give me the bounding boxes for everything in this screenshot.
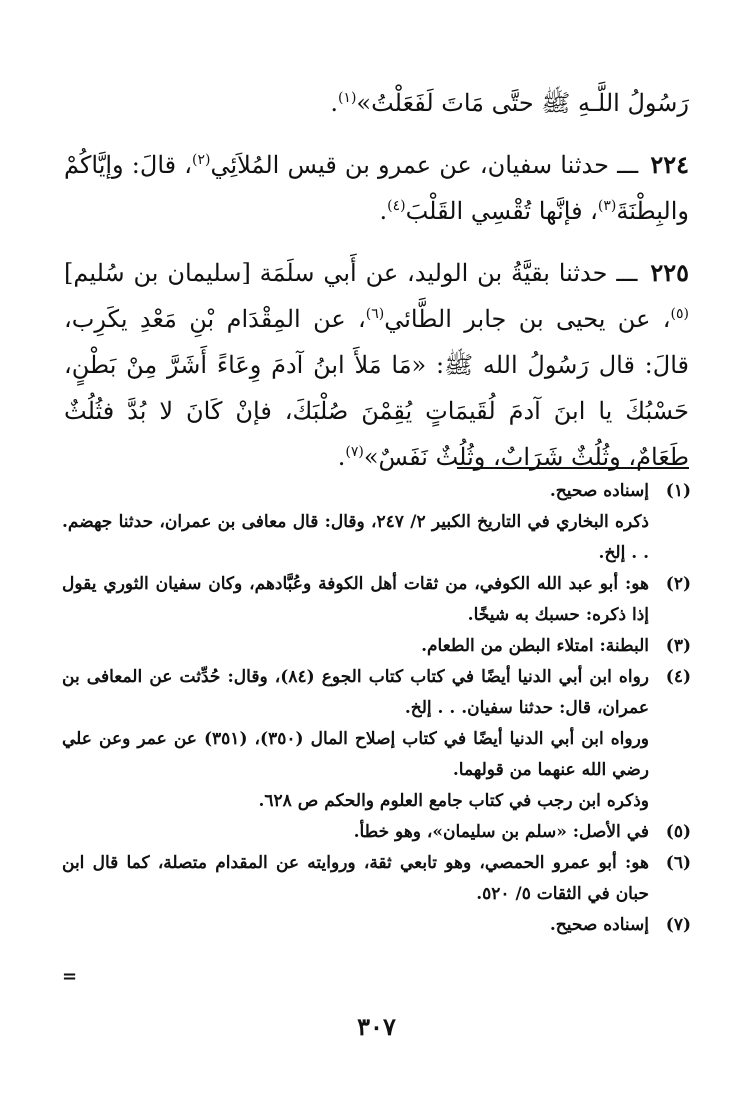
footnote-divider xyxy=(457,467,689,469)
footnote-ref: (١) xyxy=(337,90,357,106)
footnote-3 xyxy=(62,631,691,662)
footnote-text: هو: أبو عمرو الحمصي، وهو تابعي ثقة، وروايته عن المقدام متصلة، كما قال ابن حبان في الثقات ٥/ ٥٢٠. xyxy=(62,853,649,904)
footnote-1 xyxy=(62,476,691,507)
page-number: ٣٠٧ xyxy=(357,1012,396,1041)
footnote-number: (١) xyxy=(665,481,691,501)
footnote-7 xyxy=(62,910,691,941)
footnote-4 xyxy=(62,662,691,724)
footnote-ref: (٦) xyxy=(365,306,385,322)
footnote-text: ذكره البخاري في التاريخ الكبير ٢/ ٢٤٧، وقال: قال معافى بن عمران، حدثنا جهضم. . . إلخ. xyxy=(62,512,649,563)
footnote-text: ورواه ابن أبي الدنيا أيضًا في كتاب إصلاح المال (٣٥٠)، (٣٥١) عن عمر وعن علي رضي الله عنهما من قولهما. xyxy=(62,729,649,780)
footnote-number: (٧) xyxy=(665,915,691,935)
footnote-ref: (٣) xyxy=(597,198,617,214)
footnote-text: في الأصل: «سلم بن سليمان»، وهو خطأ. xyxy=(353,822,649,842)
intro-text: رَسُولُ اللَّـهِ ﷺ حتَّى مَاتَ لَفَعَلْتُ» xyxy=(356,89,689,117)
main-text xyxy=(64,80,689,480)
punctuation: . xyxy=(379,197,388,225)
footnote-text: إسناده صحيح. xyxy=(549,481,649,501)
footnote-text: البطنة: امتلاء البطن من الطعام. xyxy=(421,636,649,656)
footnote-number: (٥) xyxy=(665,822,691,842)
footnote-number: (٣) xyxy=(665,636,691,656)
hadith-text: ـــ حدثنا سفيان، عن عمرو بن قيس المُلاَئِي xyxy=(210,151,639,179)
hadith-number: ٢٢٥ xyxy=(650,258,689,287)
footnote-ref: (٧) xyxy=(345,444,364,460)
footnote-text: رواه ابن أبي الدنيا أيضًا في كتاب كتاب الجوع (٨٤)، وقال: حُدِّثت عن المعافى بن عمران، قال: حدثنا سفيان. . . إلخ. xyxy=(62,667,649,718)
footnote-text: هو: أبو عبد الله الكوفي، من ثقات أهل الكوفة وعُبَّادهم، وكان سفيان الثوري يقول إذا ذكره: حسبك به شيخًا. xyxy=(62,574,649,625)
footnote-ref: (٢) xyxy=(192,152,211,168)
intro-paragraph xyxy=(64,80,689,126)
hadith-text: ، قالَ: وإيَّاكُمْ والبِطْنَةَ xyxy=(64,151,689,225)
hadith-224 xyxy=(64,142,689,234)
hadith-number: ٢٢٤ xyxy=(650,150,689,179)
continuation-mark: = xyxy=(62,966,78,987)
hadith-text: ، فإنَّها تُقْسِي القَلْبَ xyxy=(405,197,598,225)
footnote-5 xyxy=(62,817,691,848)
footnotes xyxy=(62,476,691,941)
hadith-225 xyxy=(64,250,689,480)
hadith-text: ، عن يحيى بن جابر الطَّائي xyxy=(384,305,671,333)
punctuation: . xyxy=(337,443,346,471)
footnote-ref: (٤) xyxy=(387,198,406,214)
punctuation: . xyxy=(330,89,338,117)
footnote-text: إسناده صحيح. xyxy=(549,915,649,935)
footnote-number: (٢) xyxy=(665,574,691,594)
footnote-number: (٤) xyxy=(665,667,691,687)
footnote-number: (٦) xyxy=(665,853,691,873)
footnote-text: وذكره ابن رجب في كتاب جامع العلوم والحكم ص ٦٢٨. xyxy=(258,791,649,811)
footnote-6 xyxy=(62,848,691,910)
footnote-ref: (٥) xyxy=(670,306,689,322)
hadith-text: ، عن المِقْدَام بْنِ مَعْدِ يكَرِب، قالَ: قال رَسُولُ الله ﷺ: «مَا مَلأَ ابنُ آدمَ وِعَاءً أَشَرَّ مِنْ بَطْنٍ، حَسْبُكَ يا ابنَ آدمَ لُقَيمَاتٍ يُقِمْنَ صُلْبَكَ، فإنْ كَانَ لا بُدَّ فثُلُثٌ طَعَامٌ، وثُلُثٌ شَرَابٌ، وثُلُثٌ نَفَسٌ» xyxy=(64,305,689,471)
footnote-2 xyxy=(62,569,691,631)
hadith-text: ـــ حدثنا بقيَّةُ بن الوليد، عن أَبي سلَمَة [سليمان بن سُليم] xyxy=(64,259,638,287)
